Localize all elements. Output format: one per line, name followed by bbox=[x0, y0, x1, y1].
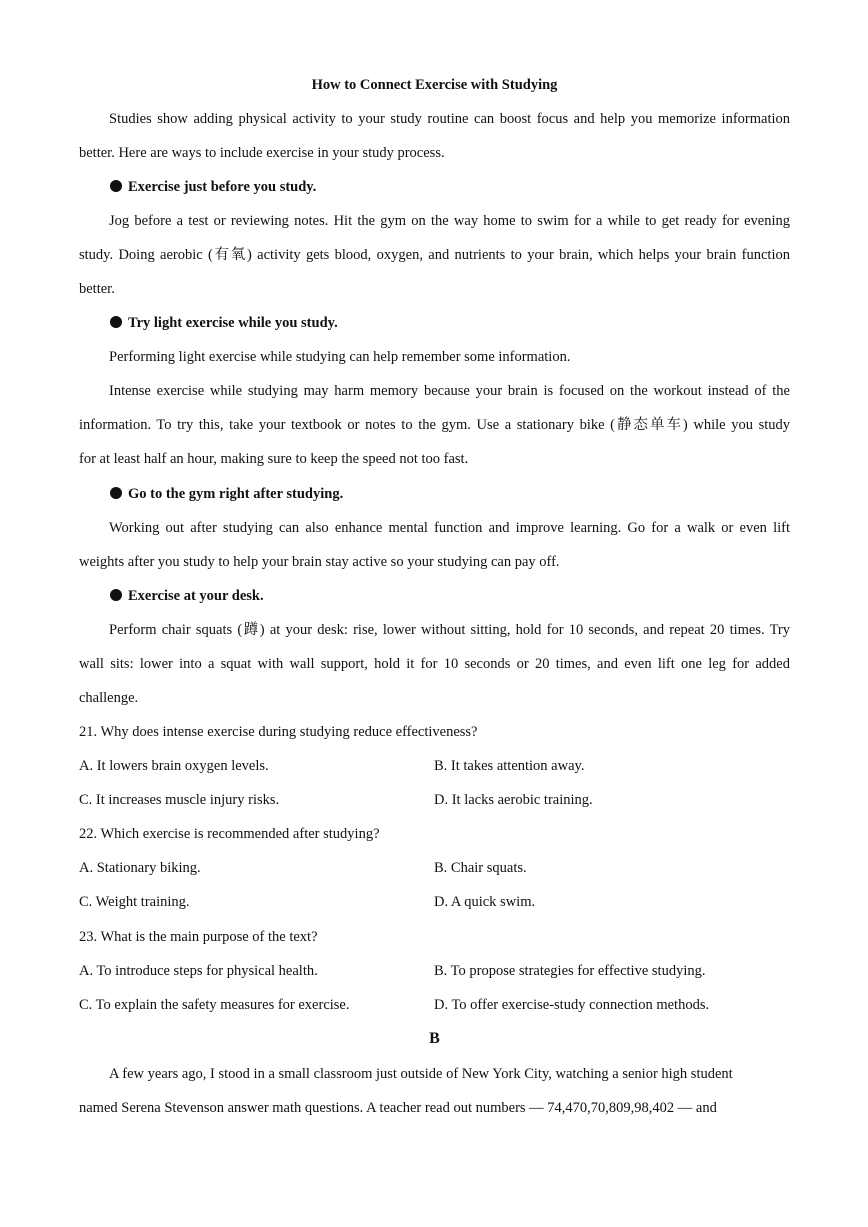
intro-line-1: Studies show adding physical activity to your study routine can boost focus and help you memorize information bbox=[109, 111, 790, 127]
q22-option-c: C. Weight training. bbox=[79, 894, 190, 910]
section-heading-4: Exercise at your desk. bbox=[79, 587, 264, 605]
section1-line-3: better. bbox=[79, 281, 115, 297]
intro-line-2: better. Here are ways to include exercise in your study process. bbox=[79, 145, 445, 161]
question-23: 23. What is the main purpose of the text? bbox=[79, 929, 318, 945]
section2-line-1: Intense exercise while studying may harm memory because your brain is focused on the workout instead of the bbox=[109, 383, 790, 399]
q23-option-a: A. To introduce steps for physical health. bbox=[79, 963, 318, 979]
bullet-icon bbox=[110, 316, 122, 328]
section4-line-2: wall sits: lower into a squat with wall support, hold it for 10 seconds or 20 times, and even lift one leg for added bbox=[79, 656, 790, 672]
section-b-label: B bbox=[429, 1030, 440, 1047]
section2-line-3: for at least half an hour, making sure to keep the speed not too fast. bbox=[79, 451, 469, 467]
q22-option-a: A. Stationary biking. bbox=[79, 860, 201, 876]
q23-option-c: C. To explain the safety measures for exercise. bbox=[79, 997, 350, 1013]
question-22: 22. Which exercise is recommended after studying? bbox=[79, 826, 380, 842]
section3-line-1: Working out after studying can also enhance mental function and improve learning. Go for a walk or even lift bbox=[109, 520, 790, 536]
section1-line-2: study. Doing aerobic (有氧) activity gets blood, oxygen, and nutrients to your brain, which helps your brain function bbox=[79, 247, 790, 263]
q21-option-a: A. It lowers brain oxygen levels. bbox=[79, 758, 269, 774]
question-21: 21. Why does intense exercise during studying reduce effectiveness? bbox=[79, 724, 478, 740]
passage-title: How to Connect Exercise with Studying bbox=[311, 77, 558, 93]
section4-line-1: Perform chair squats (蹲) at your desk: rise, lower without sitting, hold for 10 seconds, and repeat 20 times. Try bbox=[109, 622, 790, 638]
section4-line-3: challenge. bbox=[79, 690, 139, 706]
q22-option-b: B. Chair squats. bbox=[434, 860, 527, 876]
q22-option-d: D. A quick swim. bbox=[434, 894, 536, 910]
bullet-icon bbox=[110, 180, 122, 192]
section-heading-1: Exercise just before you study. bbox=[79, 178, 316, 196]
section2-line-2: information. To try this, take your textbook or notes to the gym. Use a stationary bike (静态单车) while you study bbox=[79, 417, 790, 433]
section3-line-2: weights after you study to help your brain stay active so your studying can pay off. bbox=[79, 554, 560, 570]
q21-option-b: B. It takes attention away. bbox=[434, 758, 585, 774]
q23-option-d: D. To offer exercise-study connection methods. bbox=[434, 997, 710, 1013]
section-b-line-2: named Serena Stevenson answer math questions. A teacher read out numbers — 74,470,70,809,98,402 — and bbox=[79, 1100, 717, 1116]
section1-line-1: Jog before a test or reviewing notes. Hit the gym on the way home to swim for a while to get ready for evening bbox=[109, 213, 790, 229]
section-b-line-1: A few years ago, I stood in a small classroom just outside of New York City, watching a senior high student bbox=[109, 1066, 733, 1082]
q21-option-c: C. It increases muscle injury risks. bbox=[79, 792, 280, 808]
bullet-icon bbox=[110, 487, 122, 499]
section2-paragraph-1: Performing light exercise while studying can help remember some information. bbox=[109, 349, 571, 365]
q23-option-b: B. To propose strategies for effective studying. bbox=[434, 963, 706, 979]
q21-option-d: D. It lacks aerobic training. bbox=[434, 792, 593, 808]
section-heading-2: Try light exercise while you study. bbox=[79, 314, 338, 332]
bullet-icon bbox=[110, 589, 122, 601]
section-heading-3: Go to the gym right after studying. bbox=[79, 485, 343, 503]
